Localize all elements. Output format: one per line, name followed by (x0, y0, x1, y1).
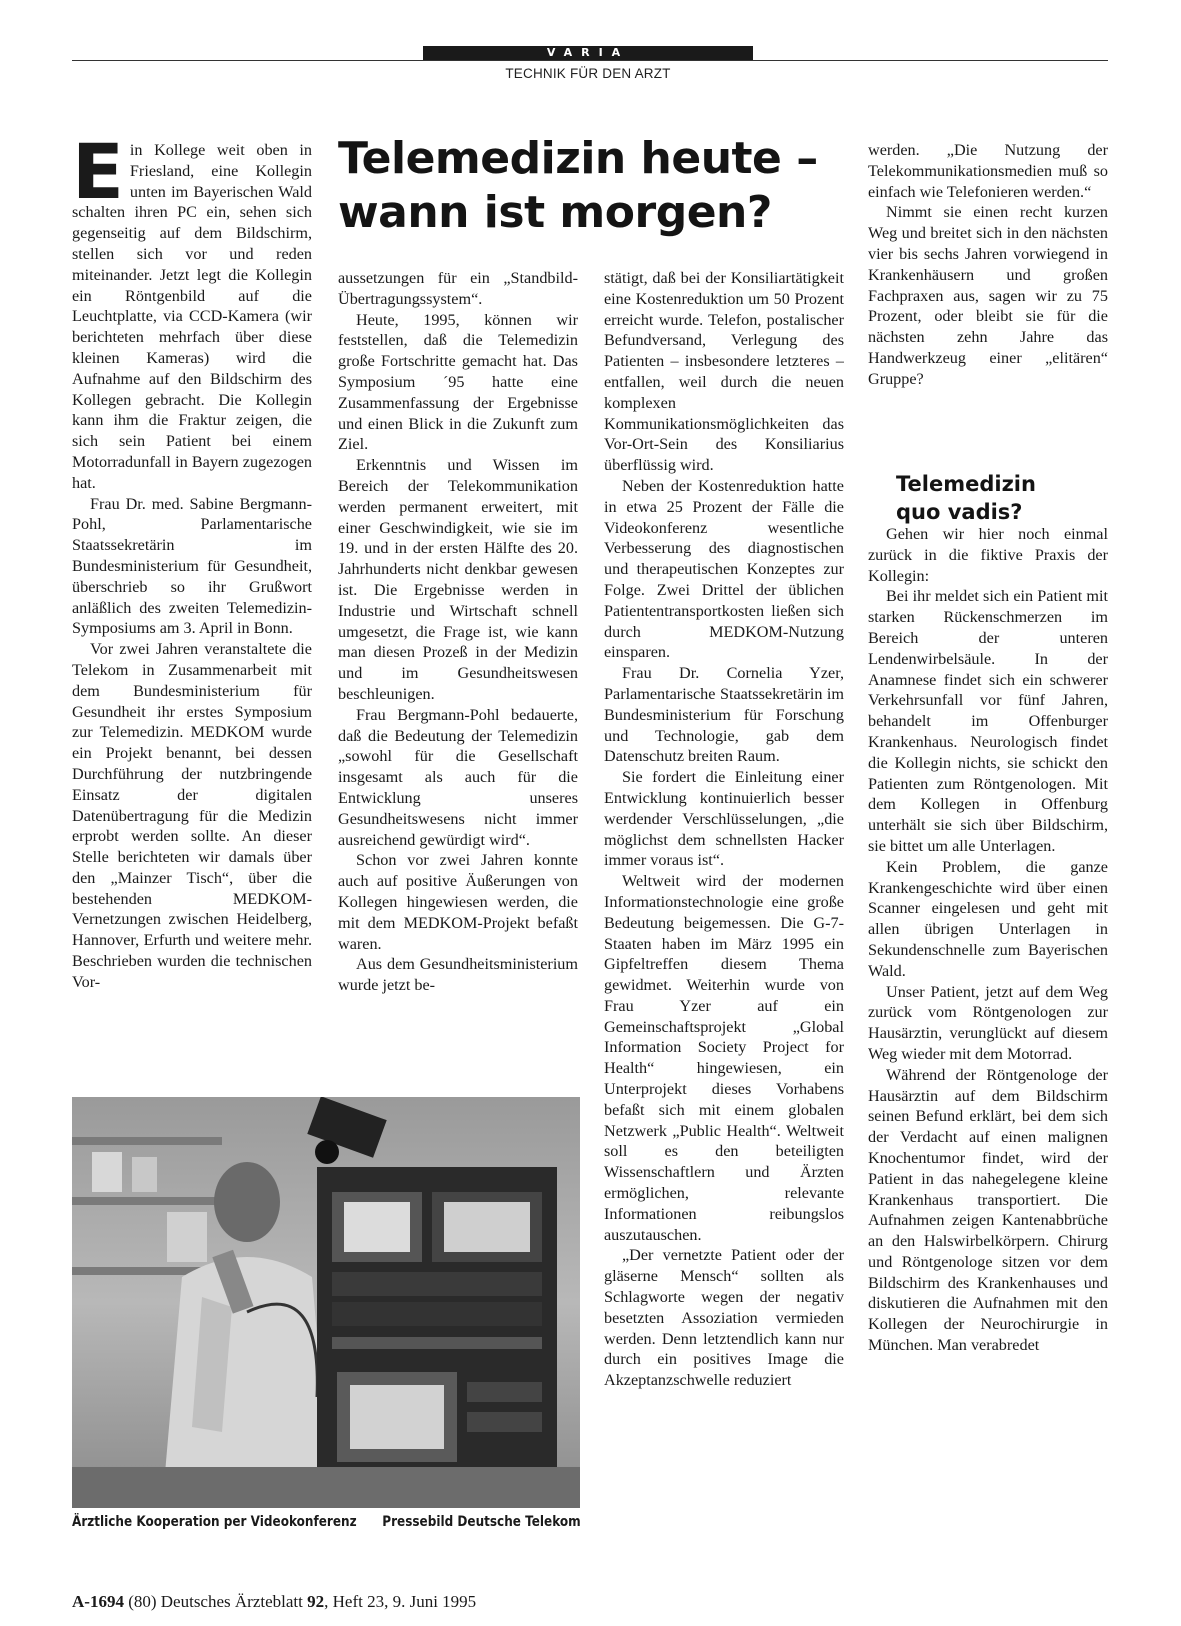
drop-cap: E (72, 140, 124, 216)
paragraph-text: in Kollege weit oben in Friesland, eine Kollegin unten im Bayerischen Wald schalten ihren PC ein, sehen sich gegenseitig auf dem Bildschirm, stellen sich vor und reden miteinander. Jetzt legt die Kollegin ein Röntgenbild auf die Leuchtplatte, via CCD-Kamera (wir berichteten mehrfach über diese kleinen Kameras) wird die Aufnahme auf den Bildschirm des Kollegen gebracht. Die Kollegin kann ihm die Fraktur zeigen, die sich sein Patient bei einem Motorradunfall in Bayern zugezogen hat. (72, 141, 312, 492)
paragraph: Sie fordert die Einleitung einer Entwicklung kontinuierlich besser werdender Verschlüsselungen, „die möglichst dem schnellsten Hacker immer voraus ist“. (604, 768, 844, 870)
subsection-label: TECHNIK FÜR DEN ARZT (505, 66, 671, 81)
paragraph: Schon vor zwei Jahren konnte auch auf positive Äußerungen von Kollegen hingewiesen werden, die mit dem MEDKOM-Projekt befaßt waren. (338, 851, 578, 953)
photo-credit: Pressebild Deutsche Telekom (382, 1514, 581, 1530)
column-3 (604, 268, 844, 1554)
column-1 (72, 140, 312, 1088)
paragraph: stätigt, daß bei der Konsiliartätigkeit eine Kostenreduktion um 50 Prozent erreicht wurde. Telefon, postalischer Befundversand, Verlegung des Patienten – insbesondere letzteres – entfallen, weil durch die neuen komplexen Kommunikationsmöglichkeiten das Vor-Ort-Sein des Konsiliarius überflüssig wird. (604, 269, 844, 475)
article-title (338, 132, 848, 240)
paragraph: Nimmt sie einen recht kurzen Weg und breitet sich in den nächsten vier bis sechs Jahren vorwiegend in Krankenhäusern und großen Fachpraxen aus, sagen wir zu 75 Prozent, oder bleibt sie für die nächsten zehn Jahre das Handwerkzeug einer „elitären“ Gruppe? (868, 203, 1108, 388)
paragraph: Frau Dr. med. Sabine Bergmann-Pohl, Parlamentarische Staatssekretärin im Bundesministerium für Gesundheit, überschrieb so ihr Grußwort anläßlich des zweiten Telemedizin-Symposiums am 3. April in Bonn. (72, 494, 312, 638)
photo-caption: Ärztliche Kooperation per Videokonferenz (72, 1514, 357, 1530)
paragraph: Während der Röntgenologe der Hausärztin auf dem Bildschirm seinen Befund erklärt, bei dem sich der Verdacht auf einen malignen Knochentumor findet, wird der Patient in das nahegelegene kleine Krankenhaus transportiert. Die Aufnahmen zeigen Kantenabbrüche an den Halswirbelkörpern. Chirurg und Röntgenologe sitzen vor dem Bildschirm des Krankenhauses und diskutieren die Aufnahmen mit den Kollegen der Neurochirurgie in München. Man verabredet (868, 1065, 1108, 1355)
paragraph: „Der vernetzte Patient oder der gläserne Mensch“ sollten als Schlagworte wegen der negativ besetzten Assoziation vermieden werden. Denn letztendlich kann nur durch ein positives Image die Akzeptanzschwelle reduziert (604, 1246, 844, 1390)
subheading (896, 470, 1096, 526)
page-number: A-1694 (72, 1592, 124, 1611)
footer-volume: 92 (307, 1592, 325, 1611)
article-title-line-1: Telemedizin heute – (338, 133, 818, 184)
paragraph: Frau Bergmann-Pohl bedauerte, daß die Bedeutung der Telemedizin „sowohl für die Gesellschaft insgesamt als auch für die Entwicklung unseres Gesundheitswesens nicht immer ausreichend gewürdigt wird“. (338, 705, 578, 849)
footer-issue: , Heft 23, 9. Juni 1995 (324, 1592, 477, 1611)
article-photo (72, 1097, 580, 1508)
column-2 (338, 268, 578, 1096)
paragraph: Frau Dr. Cornelia Yzer, Parlamentarische Staatssekretärin im Bundesministerium für Forschung und Technologie, gab dem Datenschutz breiten Raum. (604, 664, 844, 766)
paragraph: Neben der Kostenreduktion hatte in etwa 25 Prozent der Fälle die Videokonferenz wesentliche Verbesserung des diagnostischen und therapeutischen Konzeptes zur Folge. Zwei Drittel der üblichen Patiententransportkosten ließen sich durch MEDKOM-Nutzung einsparen. (604, 476, 844, 662)
paragraph (72, 140, 312, 494)
photo-illustration (72, 1097, 580, 1508)
section-label: VARIA (423, 46, 753, 60)
paragraph: Kein Problem, die ganze Krankengeschichte wird über einen Scanner eingelesen und geht mit allen übrigen Unterlagen in Sekundenschnelle zum Bayerischen Wald. (868, 857, 1108, 980)
paragraph: Unser Patient, jetzt auf dem Weg zurück vom Röntgenologen zur Hausärztin, verunglückt auf diesem Weg wieder mit dem Motorrad. (868, 982, 1108, 1063)
subheading-line-2: quo vadis? (896, 500, 1023, 524)
page-footer (72, 1592, 476, 1612)
paragraph: Bei ihr meldet sich ein Patient mit starken Rückenschmerzen im Bereich der unteren Lendenwirbelsäule. In der Anamnese findet sich ein schwerer Verkehrsunfall vor fünf Jahren, behandelt im Offenburger Krankenhaus. Neurologisch findet die Kollegin nichts, sie schickt den Patienten zum Röntgenologen. Mit dem Kollegen in Offenburg unterhält sie sich über Bildschirm, sie bittet um alle Unterlagen. (868, 587, 1108, 855)
footer-journal: (80) Deutsches Ärzteblatt (128, 1592, 303, 1611)
paragraph: aussetzungen für ein „Standbild-Übertragungssystem“. (338, 269, 578, 308)
article-title-line-2: wann ist morgen? (338, 187, 772, 238)
subheading-line-1: Telemedizin (896, 472, 1036, 496)
paragraph: Aus dem Gesundheitsministerium wurde jetzt be- (338, 955, 578, 995)
paragraph: Heute, 1995, können wir feststellen, daß die Telemedizin große Fortschritte gemacht hat. Das Symposium ´95 hatte eine Zusammenfassung der Ergebnisse und einen Blick in die Zukunft zum Ziel. (338, 310, 578, 454)
paragraph: Vor zwei Jahren veranstaltete die Telekom in Zusammenarbeit mit dem Bundesministerium für Gesundheit ihr erstes Symposium zur Telemedizin. MEDKOM wurde ein Projekt benannt, bei dessen Durchführung der nutzbringende Einsatz der digitalen Datenübertragung für die Medizin erprobt werden sollte. An dieser Stelle berichteten wir damals über den „Mainzer Tisch“, über die bestehenden MEDKOM-Vernetzungen zwischen Heidelberg, Hannover, Erfurth und weitere mehr. Beschrieben wurden die technischen Vor- (72, 640, 312, 991)
paragraph: Erkenntnis und Wissen im Bereich der Telekommunikation werden permanent erweitert, mit einer Geschwindigkeit, wie sie im 19. und in der ersten Hälfte des 20. Jahrhunderts nicht denkbar gewesen ist. Die Ergebnisse werden in Industrie und Wirtschaft schnell umgesetzt, die Frage ist, wie kann man diesen Prozeß in der Medizin und im Gesundheitswesen beschleunigen. (338, 456, 578, 703)
paragraph: Gehen wir hier noch einmal zurück in die fiktive Praxis der Kollegin: (868, 525, 1108, 585)
paragraph: Weltweit wird der modernen Informationstechnologie eine große Bedeutung beigemessen. Die G-7-Staaten haben im März 1995 ein Gipfeltreffen diesem Thema gewidmet. Weiterhin wurde von Frau Yzer auf ein Gemeinschaftsprojekt „Global Information Society Project for Health“ hingewiesen, ein Unterprojekt dieses Vorhabens befaßt sich mit einem globalen Netzwerk „Public Health“. Weltweit soll es den beteiligten Wissenschaftlern und Ärzten ermöglichen, relevante Informationen reibungslos auszutauschen. (604, 872, 844, 1244)
header-rule (72, 60, 1108, 61)
column-4-top (868, 140, 1108, 420)
column-4-bottom (868, 524, 1108, 1554)
paragraph: werden. „Die Nutzung der Telekommunikationsmedien muß so einfach wie Telefonieren werden.“ (868, 141, 1108, 201)
